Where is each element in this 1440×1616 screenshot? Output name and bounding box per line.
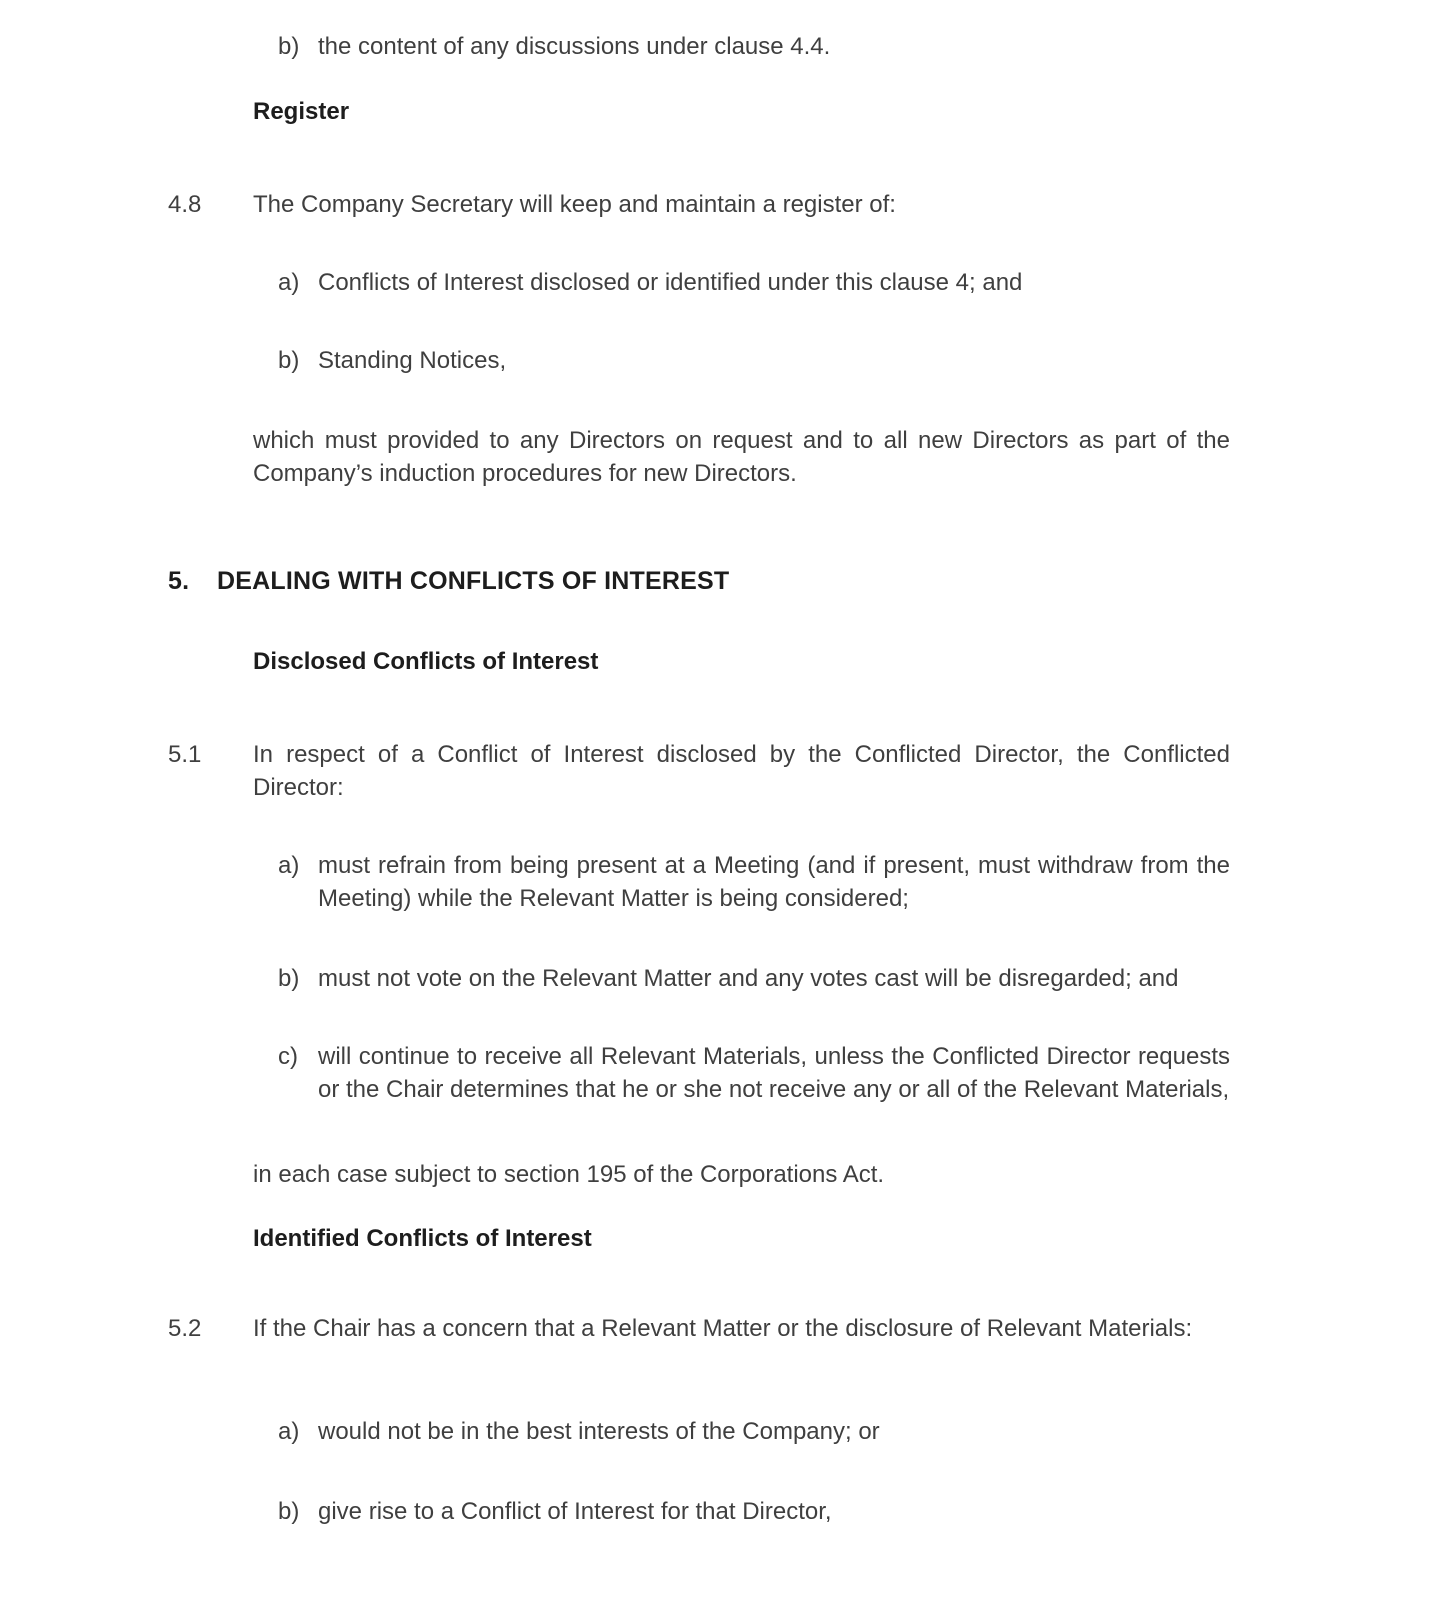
list-item [278,849,1230,915]
list-marker: a) [278,269,300,296]
subheading: Disclosed Conflicts of Interest [253,648,599,675]
list-item [278,1040,1230,1106]
document-blocks [168,30,1230,1528]
paragraph: which must provided to any Directors on request and to all new Directors as part of the Company’s induction procedures for new Directors. [253,427,1230,487]
clause-number: 5.2 [168,1315,202,1342]
list-item [278,30,1230,63]
list-text: will continue to receive all Relevant Materials, unless the Conflicted Director requests or the Chair determines that he or she not receive any or all of the Relevant Materials, [318,1043,1230,1103]
list-marker: a) [278,1418,300,1445]
list-text: Conflicts of Interest disclosed or identified under this clause 4; and [318,269,1023,296]
list-marker: b) [278,347,300,374]
list-text: must refrain from being present at a Meeting (and if present, must withdraw from the Meeting) while the Relevant Matter is being considered; [318,852,1230,912]
clause [168,1312,1230,1345]
heading-number: 5. [168,567,190,595]
list-item [278,266,1230,299]
list-text: would not be in the best interests of the Company; or [318,1418,880,1445]
list-marker: c) [278,1043,298,1070]
list-item [278,962,1230,995]
clause [168,738,1230,804]
list-text: must not vote on the Relevant Matter and any votes cast will be disregarded; and [318,965,1179,992]
list-item [278,1495,1230,1528]
list-text: the content of any discussions under clause 4.4. [318,33,831,60]
list-marker: b) [278,1498,300,1525]
list-marker: b) [278,965,300,992]
heading-text: DEALING WITH CONFLICTS OF INTEREST [217,567,730,595]
clause [168,188,1230,221]
subheading: Register [253,98,350,125]
list-marker: b) [278,33,300,60]
clause-text: In respect of a Conflict of Interest disclosed by the Conflicted Director, the Conflicted Director: [253,741,1230,801]
subheading: Identified Conflicts of Interest [253,1225,592,1252]
heading [168,565,1230,598]
clause-number: 4.8 [168,191,202,218]
paragraph: in each case subject to section 195 of the Corporations Act. [253,1161,885,1188]
clause-text: If the Chair has a concern that a Relevant Matter or the disclosure of Relevant Materials: [253,1315,1193,1342]
list-item [278,1415,1230,1448]
clause-text: The Company Secretary will keep and maintain a register of: [253,191,896,218]
list-item [278,344,1230,377]
list-text: give rise to a Conflict of Interest for that Director, [318,1498,832,1525]
list-text: Standing Notices, [318,347,507,374]
clause-number: 5.1 [168,741,202,768]
list-marker: a) [278,852,300,879]
